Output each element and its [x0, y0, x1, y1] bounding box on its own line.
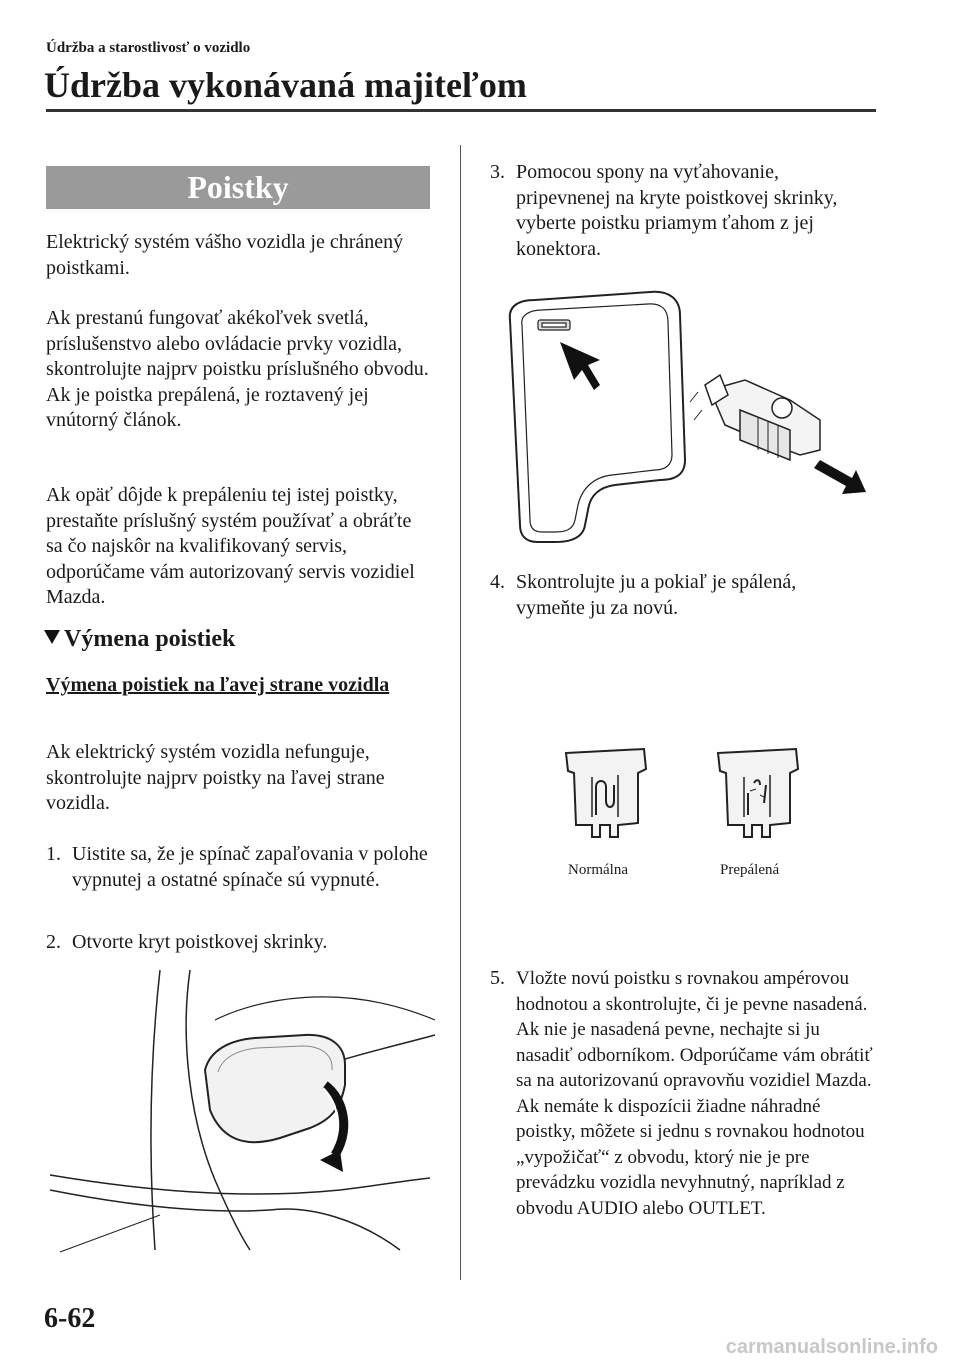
chapter-title: Údržba vykonávaná majiteľom [44, 65, 527, 105]
fuse-normal-icon [560, 745, 650, 840]
column-divider [460, 145, 461, 1280]
step-text: Vložte novú poistku s rovnakou ampérovou hodnotou a skontrolujte, či je pevne nasadená. Ak nie je nasadená pevne, nechajte si ju nasadiť odborníkom. Odporúčame vám obrátiť sa na autorizovanú opravovňu vozidiel Mazda. Ak nemáte k dispozícii žiadne náhradné poistky, môžete si jednu s rovnakou hodnotou „vypožičať“ z obvodu, ktorý nie je pre prevádzku vozidla nevyhnutný, napríklad z obvodu AUDIO alebo OUTLET. [516, 968, 873, 1219]
fuse-blown-icon [712, 745, 802, 840]
repeat-blow-paragraph: Ak opäť dôjde k prepáleniu tej istej poistky, prestaňte príslušný systém používať a obráťte sa čo najskôr na kvalifikovaný servis, odporúčame vám autorizovaný servis vozidiel Mazda. [46, 484, 415, 608]
step-3 [490, 160, 870, 262]
section-heading-text: Výmena poistiek [64, 626, 236, 652]
check-fuse-paragraph: Ak prestanú fungovať akékoľvek svetlá, príslušenstvo alebo ovládacie prvky vozidla, skontrolujte najprv poistku príslušného obvodu. Ak je poistka prepálená, je roztavený jej vnútorný článok. [46, 307, 429, 431]
section-banner: Poistky [46, 166, 430, 209]
step-number: 1. [46, 843, 61, 865]
header-rule [46, 109, 876, 112]
step-text: Otvorte kryt poistkovej skrinky. [72, 931, 328, 953]
breadcrumb: Údržba a starostlivosť o vozidlo [46, 40, 251, 56]
puller-clip [538, 320, 570, 330]
left-side-paragraph: Ak elektrický systém vozidla nefunguje, skontrolujte najprv poistky na ľavej strane vozidla. [46, 741, 385, 814]
watermark: carmanualsonline.info [725, 1336, 938, 1358]
step-text: Uistite sa, že je spínač zapaľovania v polohe vypnutej a ostatné spínače sú vypnuté. [72, 843, 428, 891]
step-text: Pomocou spony na vyťahovanie, pripevnenej na kryte poistkovej skrinky, vyberte poistku priamym ťahom z jej konektora. [516, 161, 838, 260]
intro-paragraph: Elektrický systém vášho vozidla je chránený poistkami. [46, 231, 404, 279]
fuse-cover-illustration [40, 960, 440, 1260]
puller-with-fuse [690, 375, 820, 460]
fuse-normal-label: Normálna [568, 862, 628, 878]
fuse-puller-illustration [490, 280, 880, 550]
section-heading [44, 626, 235, 653]
step-number: 2. [46, 931, 61, 953]
pull-direction-arrow-icon [814, 460, 866, 494]
step-4 [490, 570, 870, 621]
fuse-blown-label: Prepálená [720, 862, 780, 878]
step-text: Skontrolujte ju a pokiaľ je spálená, vymeňte ju za novú. [516, 571, 797, 619]
step-number: 3. [490, 161, 505, 183]
step-5 [490, 966, 878, 1221]
step-number: 4. [490, 571, 505, 593]
pointer-arrow-icon [560, 342, 600, 390]
step-2 [46, 930, 436, 956]
step-number: 5. [490, 967, 505, 989]
step-1 [46, 842, 436, 893]
sub-heading: Výmena poistiek na ľavej strane vozidla [46, 674, 390, 696]
triangle-bullet-icon [44, 630, 60, 644]
page-number: 6-62 [44, 1303, 96, 1334]
